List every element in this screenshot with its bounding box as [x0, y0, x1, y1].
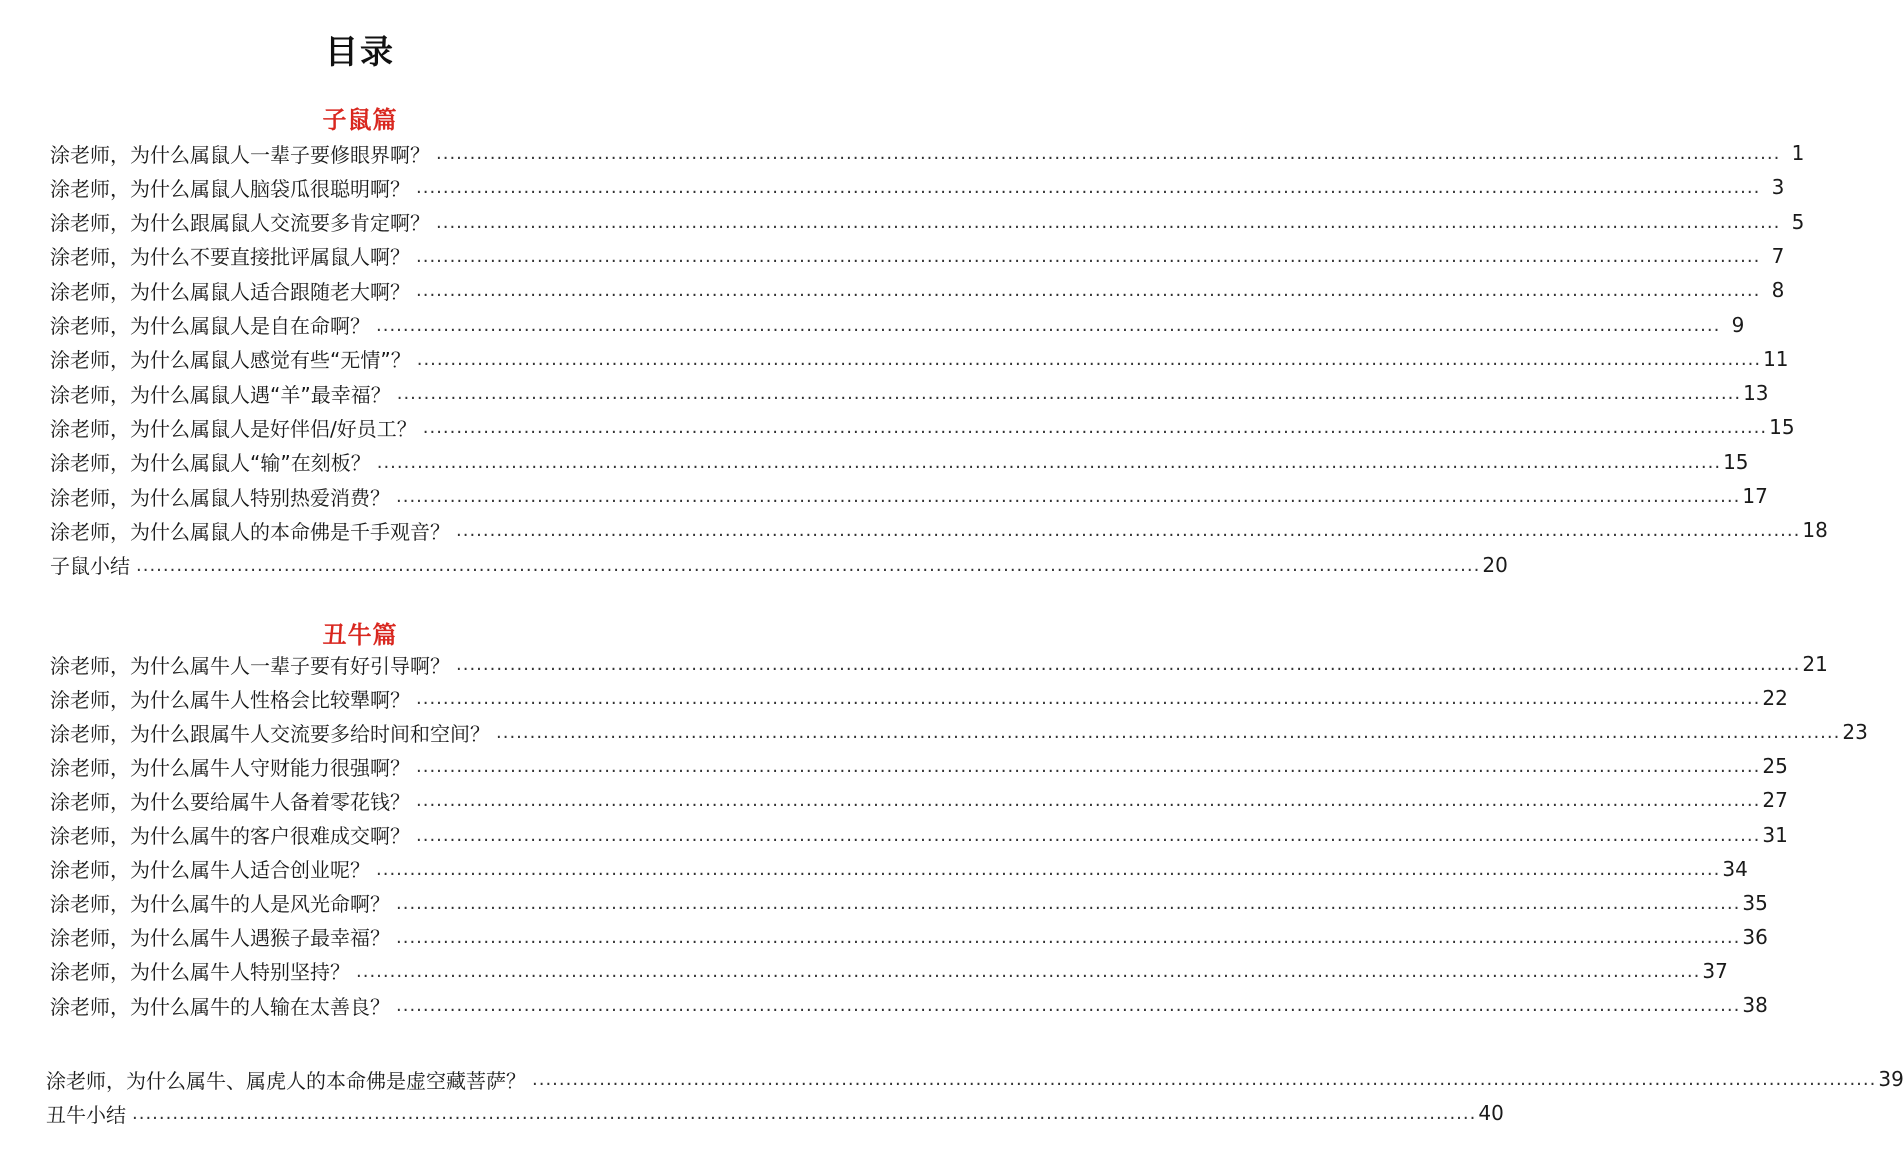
- toc-entry[interactable]: [50, 548, 1508, 582]
- section-heading-zishu: 子鼠篇: [322, 106, 398, 134]
- toc-entry-label: 涂老师，为什么属鼠人特别热爱消费？: [50, 485, 390, 510]
- toc-dot-leader: ........................................................................................................................................................................................................: [376, 858, 1721, 880]
- toc-entry[interactable]: [50, 273, 1785, 307]
- toc-page-number: 22: [1762, 686, 1788, 711]
- toc-entry[interactable]: [50, 445, 1749, 479]
- toc-entry[interactable]: [50, 479, 1768, 513]
- toc-entry-label: 涂老师，为什么属鼠人适合跟随老大啊？: [50, 279, 410, 304]
- toc-dot-leader: ........................................................................................................................................................................................................: [416, 824, 1761, 846]
- toc-entry-label: 涂老师，为什么属牛人特别坚持？: [50, 960, 350, 985]
- toc-entry[interactable]: [50, 410, 1795, 444]
- toc-entry[interactable]: [50, 818, 1788, 852]
- toc-page-number: 15: [1769, 415, 1795, 440]
- toc-entry[interactable]: [50, 342, 1789, 376]
- toc-dot-leader: ........................................................................................................................................................................................................: [356, 960, 1701, 982]
- toc-dot-leader: ........................................................................................................................................................................................................: [396, 486, 1741, 507]
- section-heading-chouniu: 丑牛篇: [322, 621, 398, 649]
- toc-dot-leader: ........................................................................................................................................................................................................: [456, 520, 1801, 542]
- toc-page-number: 8: [1771, 278, 1785, 303]
- toc-page-number: 31: [1762, 822, 1788, 847]
- toc-entry[interactable]: [46, 1096, 1504, 1130]
- toc-entry-label: 涂老师，为什么属牛、属虎人的本命佛是虚空藏菩萨？: [46, 1068, 526, 1093]
- toc-entry[interactable]: [50, 886, 1768, 920]
- toc-entry[interactable]: [50, 136, 1805, 170]
- toc-dot-leader: ........................................................................................................................................................................................................: [416, 756, 1761, 778]
- toc-dot-leader: ........................................................................................................................................................................................................: [396, 926, 1741, 948]
- toc-dot-leader: ........................................................................................................................................................................................................: [416, 790, 1761, 812]
- toc-page-number: 37: [1702, 958, 1728, 983]
- toc-entry-label: 涂老师，为什么属鼠人感觉有些“无情”？: [50, 348, 411, 373]
- toc-page-number: 15: [1723, 449, 1749, 474]
- toc-entry[interactable]: [46, 1062, 1904, 1096]
- toc-page-number: 27: [1762, 788, 1788, 813]
- toc-entry-label: 涂老师，为什么属牛的客户很难成交啊？: [50, 824, 410, 848]
- toc-entry-label: 丑牛小结: [46, 1102, 126, 1127]
- toc-entry-label: 涂老师，为什么属牛人适合创业呢？: [50, 858, 370, 883]
- toc-entry-label: 涂老师，为什么属鼠人遇“羊”最幸福？: [50, 382, 391, 407]
- toc-dot-leader: ........................................................................................................................................................................................................: [532, 1069, 1877, 1090]
- toc-dot-leader: ........................................................................................................................................................................................................: [396, 892, 1741, 914]
- toc-dot-leader: ........................................................................................................................................................................................................: [376, 314, 1721, 336]
- toc-entry[interactable]: [50, 852, 1748, 886]
- toc-dot-leader: ........................................................................................................................................................................................................: [416, 245, 1761, 267]
- toc-entry[interactable]: [50, 783, 1788, 817]
- toc-dot-leader: ........................................................................................................................................................................................................: [416, 348, 1762, 370]
- toc-dot-leader: ........................................................................................................................................................................................................: [376, 451, 1722, 473]
- toc-entry-label: 涂老师，为什么属鼠人“输”在刻板？: [50, 451, 371, 476]
- toc-entry[interactable]: [50, 681, 1788, 715]
- toc-dot-leader: ........................................................................................................................................................................................................: [416, 280, 1761, 302]
- toc-entry[interactable]: [50, 205, 1805, 239]
- toc-entry[interactable]: [50, 749, 1788, 783]
- toc-entry-label: 涂老师，为什么属鼠人是好伴侣/好员工？: [50, 416, 417, 441]
- toc-entry-label: 涂老师，为什么跟属鼠人交流要多肯定啊？: [50, 211, 430, 236]
- toc-entry-label: 涂老师，为什么跟属牛人交流要多给时间和空间？: [50, 721, 490, 746]
- toc-dot-leader: ........................................................................................................................................................................................................: [136, 554, 1481, 576]
- toc-dot-leader: ........................................................................................................................................................................................................: [436, 143, 1781, 164]
- toc-entry[interactable]: [50, 513, 1828, 547]
- toc-page-number: 20: [1482, 552, 1508, 577]
- toc-dot-leader: ........................................................................................................................................................................................................: [422, 417, 1768, 439]
- toc-dot-leader: ........................................................................................................................................................................................................: [436, 211, 1781, 233]
- toc-dot-leader: ........................................................................................................................................................................................................: [396, 383, 1742, 405]
- toc-page-number: 25: [1762, 754, 1788, 779]
- toc-page-number: 35: [1742, 890, 1768, 915]
- toc-entry-label: 涂老师，为什么不要直接批评属鼠人啊？: [50, 245, 410, 270]
- toc-dot-leader: ........................................................................................................................................................................................................: [456, 654, 1801, 675]
- toc-page-number: 21: [1802, 652, 1828, 676]
- page-title: 目录: [325, 32, 395, 71]
- toc-entry-label: 涂老师，为什么要给属牛人备着零花钱？: [50, 789, 410, 814]
- toc-entry-label: 涂老师，为什么属牛人守财能力很强啊？: [50, 755, 410, 780]
- toc-entry-label: 涂老师，为什么属牛的人输在太善良？: [50, 994, 390, 1019]
- toc-entry[interactable]: [50, 239, 1785, 273]
- toc-page-number: 13: [1743, 381, 1769, 406]
- toc-entry[interactable]: [50, 715, 1868, 749]
- toc-page-number: 40: [1478, 1101, 1504, 1125]
- toc-entry[interactable]: [50, 954, 1728, 988]
- toc-page-number: 7: [1771, 243, 1785, 268]
- toc-entry-label: 涂老师，为什么属牛人遇猴子最幸福？: [50, 926, 390, 951]
- toc-page-number: 3: [1771, 175, 1785, 200]
- toc-entry[interactable]: [50, 170, 1785, 204]
- toc-page-number: 1: [1791, 141, 1805, 165]
- toc-entry[interactable]: [50, 920, 1768, 954]
- toc-page-number: 34: [1722, 856, 1748, 881]
- toc-entry-label: 涂老师，为什么属鼠人是自在命啊？: [50, 314, 370, 338]
- toc-entry[interactable]: [50, 308, 1745, 342]
- toc-page-number: 23: [1842, 720, 1868, 745]
- toc-dot-leader: ........................................................................................................................................................................................................: [416, 177, 1761, 199]
- toc-entry[interactable]: [50, 376, 1769, 410]
- toc-entry-label: 涂老师，为什么属鼠人脑袋瓜很聪明啊？: [50, 176, 410, 201]
- toc-page-number: 39: [1878, 1067, 1904, 1091]
- toc-page-number: 17: [1742, 484, 1768, 508]
- toc-page-number: 5: [1791, 209, 1805, 234]
- toc-page-number: 38: [1742, 993, 1768, 1017]
- toc-page-number: 11: [1763, 346, 1789, 371]
- toc-entry[interactable]: [50, 988, 1768, 1022]
- toc-entry-label: 子鼠小结: [50, 554, 130, 579]
- toc-entry-label: 涂老师，为什么属牛人性格会比较犟啊？: [50, 687, 410, 712]
- toc-entry[interactable]: [50, 647, 1828, 681]
- toc-dot-leader: ........................................................................................................................................................................................................: [496, 722, 1841, 744]
- toc-dot-leader: ........................................................................................................................................................................................................: [132, 1103, 1477, 1124]
- toc-entry-label: 涂老师，为什么属鼠人的本命佛是千手观音？: [50, 519, 450, 544]
- toc-entry-label: 涂老师，为什么属牛人一辈子要有好引导啊？: [50, 653, 450, 678]
- toc-page-number: 36: [1742, 924, 1768, 949]
- toc-page-number: 9: [1731, 312, 1745, 337]
- toc-entry-label: 涂老师，为什么属鼠人一辈子要修眼界啊？: [50, 142, 430, 167]
- toc-dot-leader: ........................................................................................................................................................................................................: [396, 995, 1741, 1016]
- toc-page-number: 18: [1802, 518, 1828, 543]
- toc-dot-leader: ........................................................................................................................................................................................................: [416, 688, 1761, 710]
- toc-entry-label: 涂老师，为什么属牛的人是风光命啊？: [50, 892, 390, 917]
